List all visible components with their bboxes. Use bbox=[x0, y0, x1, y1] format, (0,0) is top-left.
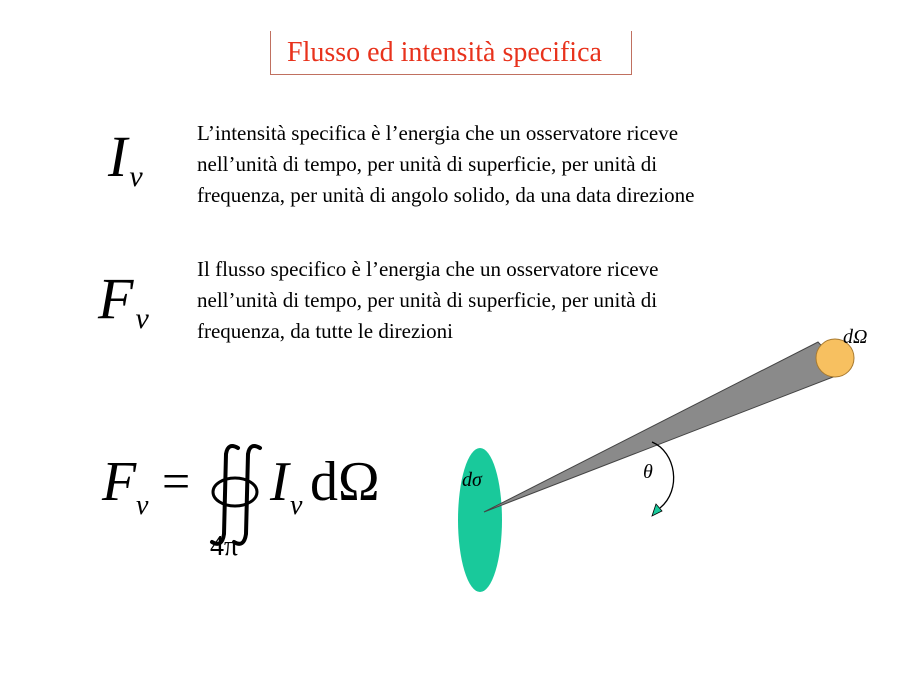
intensity-definition-line: frequenza, per unità di angolo solido, da una data direzione bbox=[197, 183, 695, 207]
intensity-definition-line: L’intensità specifica è l’energia che un osservatore riceve bbox=[197, 121, 679, 145]
angle-arrowhead-icon bbox=[652, 504, 662, 516]
angle-arrow bbox=[652, 442, 674, 508]
formula-lhs-sub: ν bbox=[136, 490, 149, 521]
intensity-definition-line: nell’unità di tempo, per unità di superficie, per unità di bbox=[197, 152, 658, 176]
formula-integrand: I bbox=[270, 451, 289, 513]
formula-domain: 4π bbox=[210, 531, 239, 562]
formula-integrand-sub: ν bbox=[290, 490, 303, 521]
flux-symbol-sub: ν bbox=[135, 302, 149, 335]
beam bbox=[484, 342, 846, 512]
surface-label: dσ bbox=[462, 469, 482, 491]
slide-title: Flusso ed intensità specifica bbox=[287, 37, 602, 68]
flux-definition-line: frequenza, da tutte le direzioni bbox=[197, 319, 453, 343]
intensity-symbol-main: I bbox=[108, 124, 128, 189]
angle-label: θ bbox=[643, 461, 653, 483]
flux-definition-line: nell’unità di tempo, per unità di superficie, per unità di bbox=[197, 288, 658, 312]
formula-differential: dΩ bbox=[310, 451, 380, 513]
flux-definition-line: Il flusso specifico è l’energia che un osservatore riceve bbox=[197, 257, 659, 281]
formula-lhs: F bbox=[102, 451, 137, 513]
flux-symbol-main: F bbox=[98, 266, 134, 331]
formula-equals: = bbox=[162, 453, 191, 509]
solid-angle-label: dΩ bbox=[843, 326, 868, 348]
intensity-symbol-sub: ν bbox=[129, 160, 143, 193]
